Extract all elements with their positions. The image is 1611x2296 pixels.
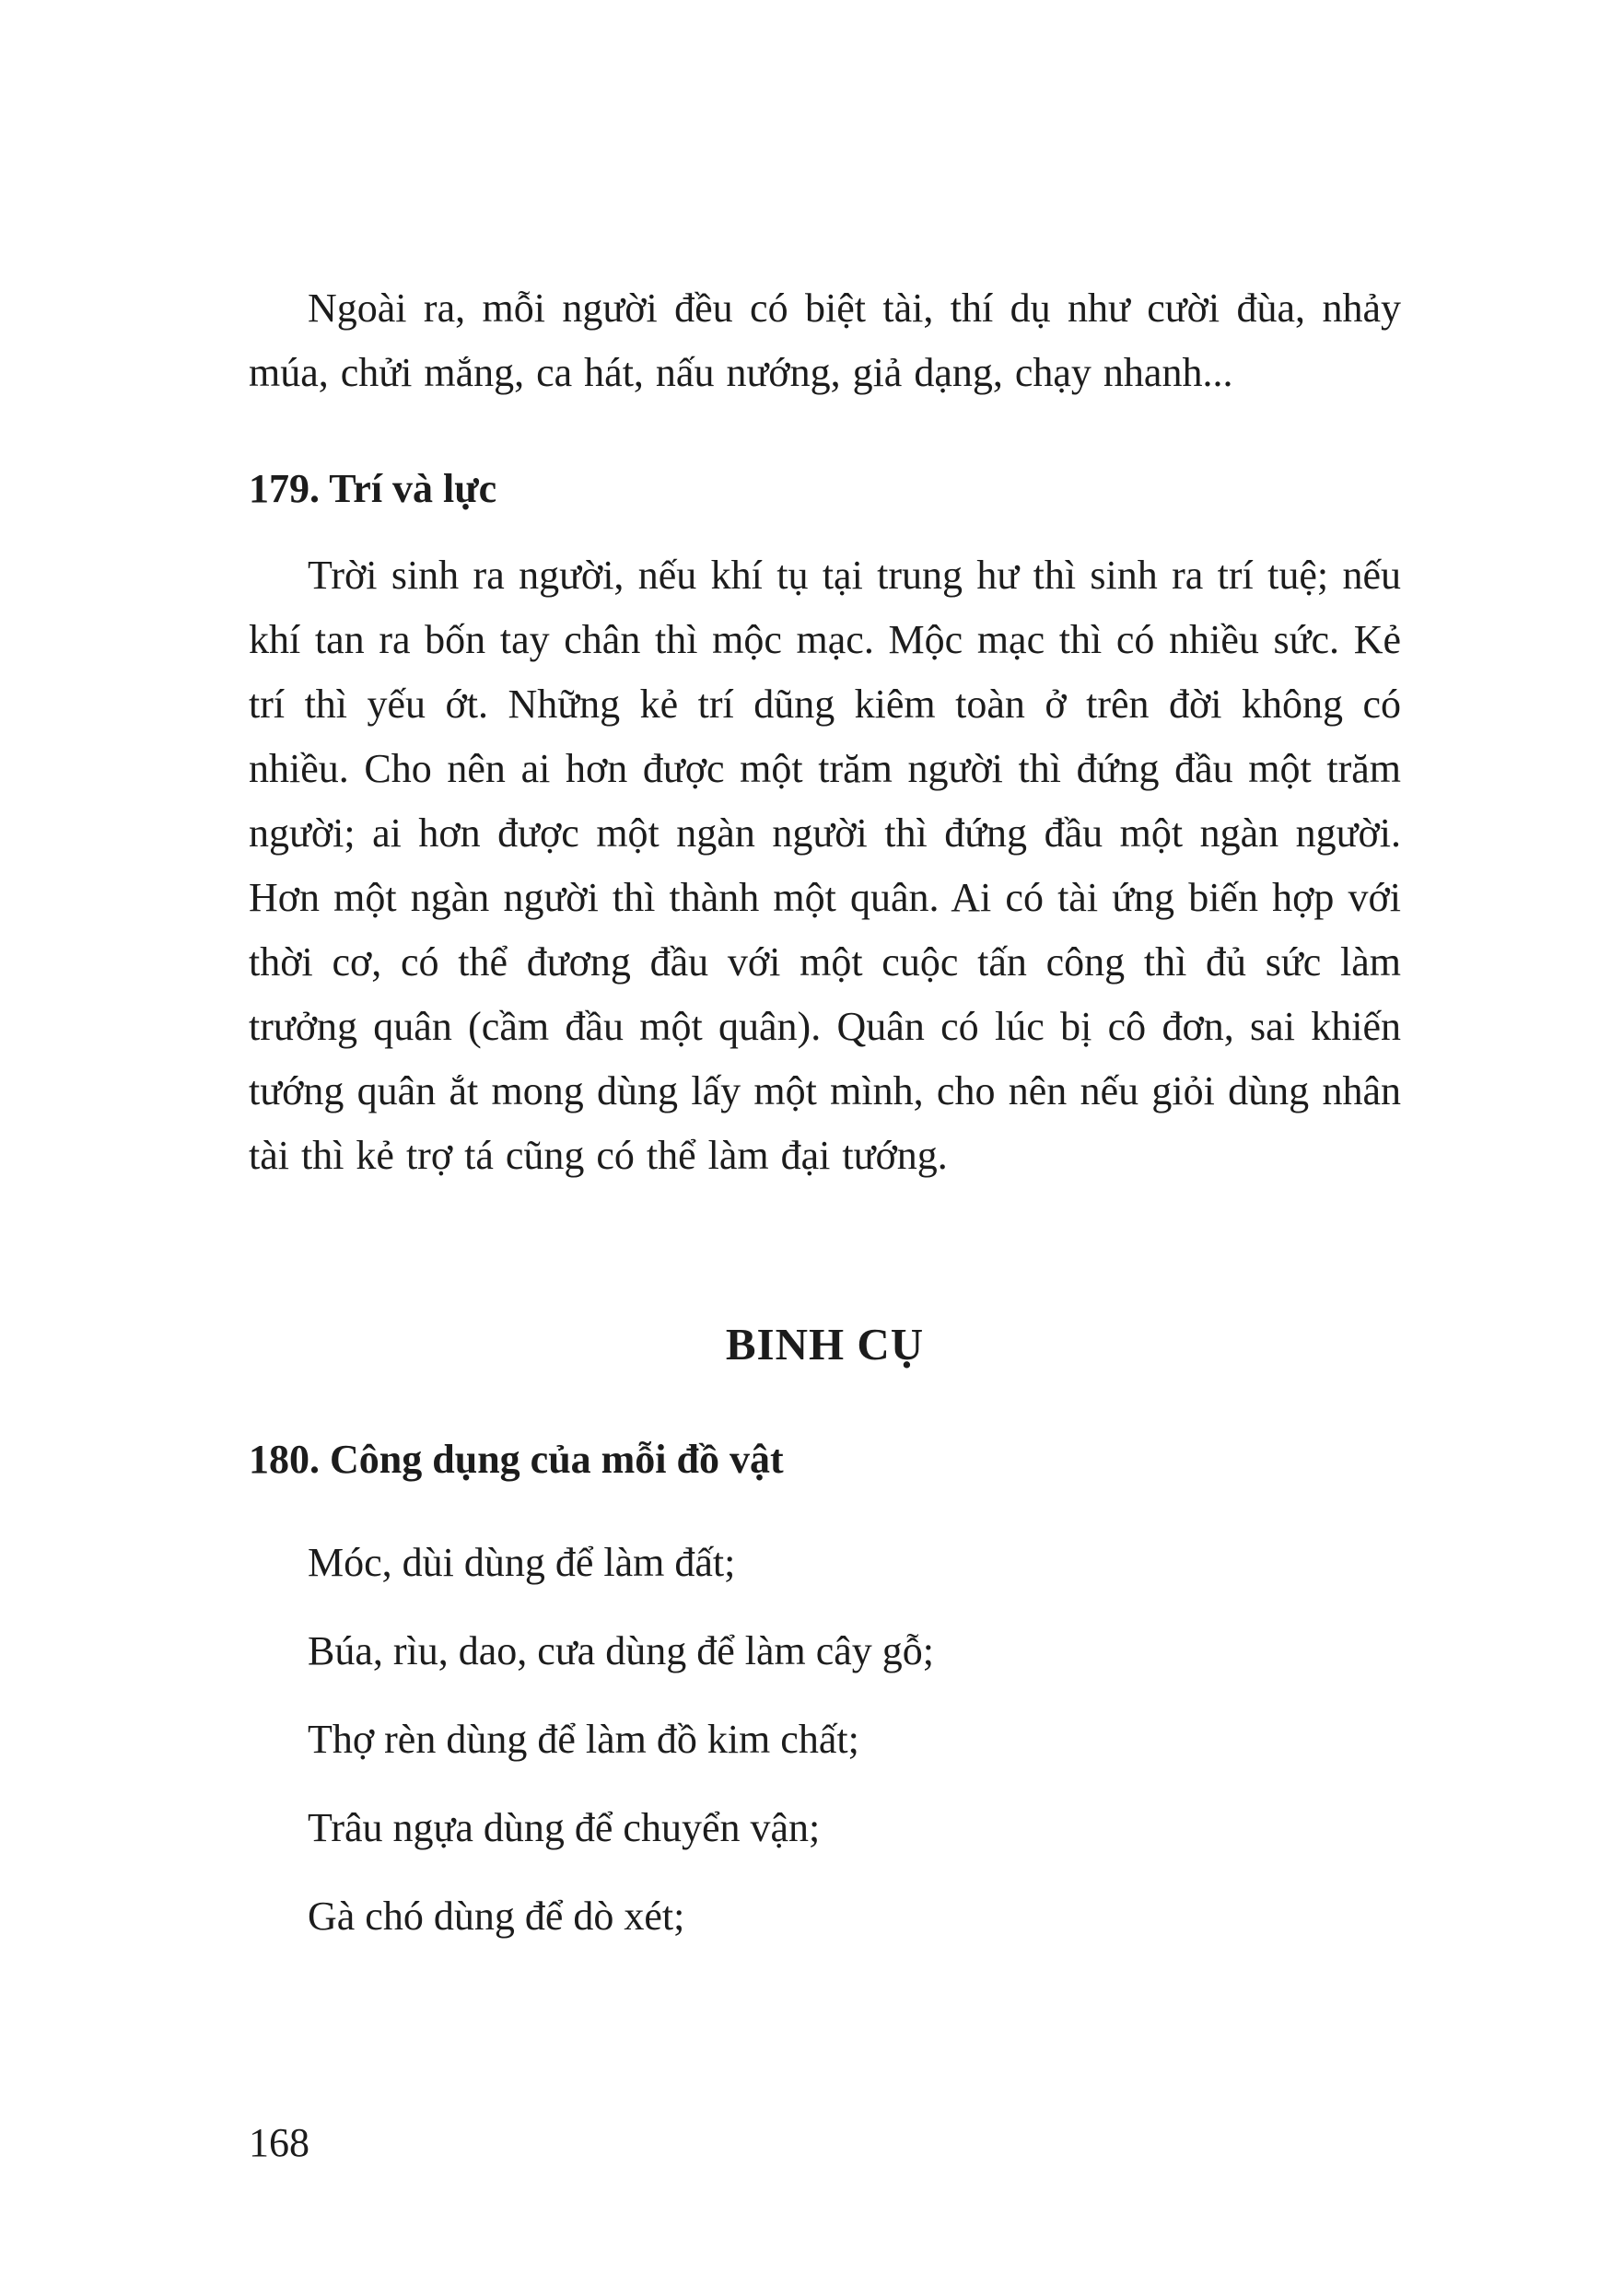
list-line: Móc, dùi dùng để làm đất; [308,1540,736,1585]
section-heading-179: 179. Trí và lực [249,466,497,511]
list-line: Gà chó dùng để dò xét; [308,1894,685,1939]
intro-paragraph: Ngoài ra, mỗi người đều có biệt tài, thí dụ như cười đùa, nhảy múa, chửi mắng, ca hát, nấu nướng, giả dạng, chạy nhanh... [249,286,1401,395]
section-179-body-paragraph: Trời sinh ra người, nếu khí tụ tại trung hư thì sinh ra trí tuệ; nếu khí tan ra bốn tay chân thì mộc mạc. Mộc mạc thì có nhiều sức. Kẻ trí thì yếu ớt. Những kẻ trí dũng kiêm toàn ở trên đời không có nhiều. Cho nên ai hơn được một trăm người thì đứng đầu một trăm người; ai hơn được một ngàn người thì đứng đầu một ngàn người. Hơn một ngàn người thì thành một quân. Ai có tài ứng biến hợp với thời cơ, có thể đương đầu với một cuộc tấn công thì đủ sức làm trưởng quân (cầm đầu một quân). Quân có lúc bị cô đơn, sai khiến tướng quân ắt mong dùng lấy một mình, cho nên nếu giỏi dùng nhân tài thì kẻ trợ tá cũng có thể làm đại tướng. [249,553,1401,1178]
list-line: Trâu ngựa dùng để chuyển vận; [308,1805,821,1850]
section-heading-180: 180. Công dụng của mỗi đồ vật [249,1437,784,1482]
chapter-heading: BINH CỤ [725,1319,925,1369]
page-number: 168 [249,2120,309,2165]
list-line: Thợ rèn dùng để làm đồ kim chất; [308,1717,859,1762]
list-line: Búa, rìu, dao, cưa dùng để làm cây gỗ; [308,1628,934,1673]
